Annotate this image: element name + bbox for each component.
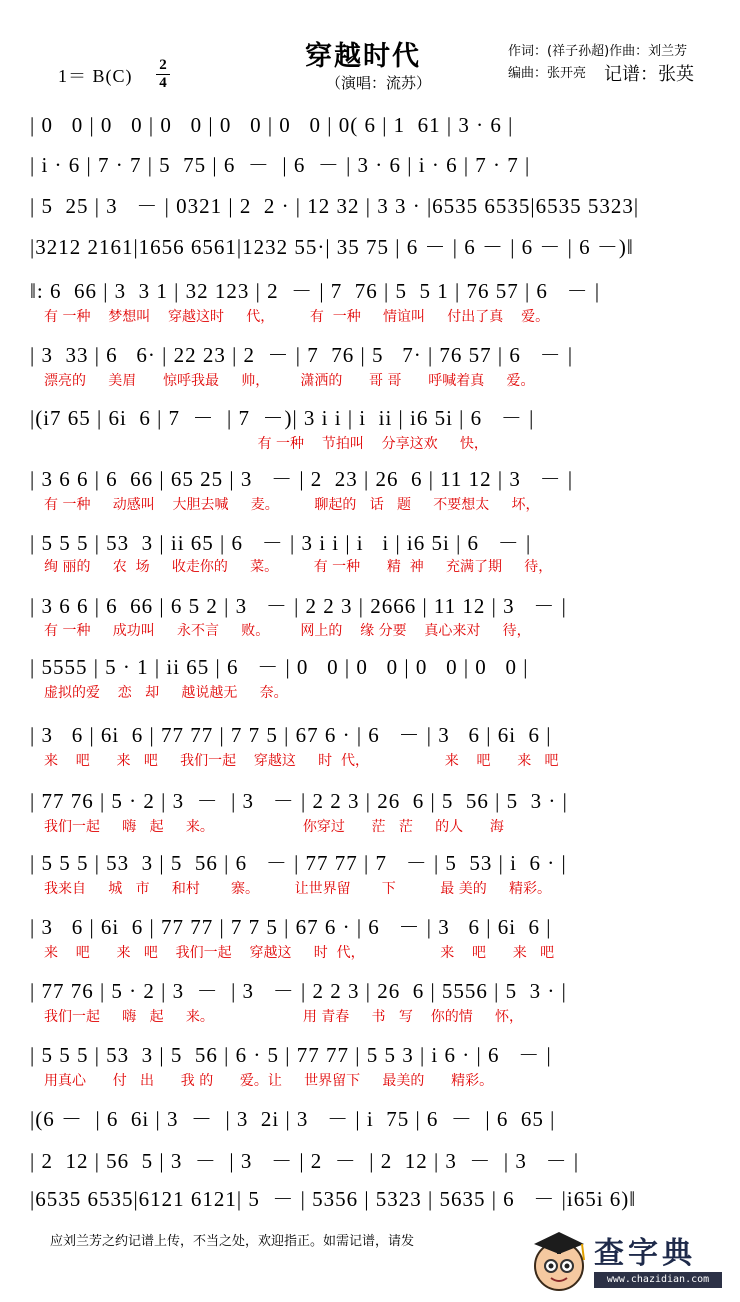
arranger-credit: 编曲：张开亮 bbox=[508, 66, 587, 81]
lyric-line: 我们一起 嗨 起 来。 用 青春 书 写 你的情 怀， bbox=[44, 1009, 523, 1025]
notation-line: | 3 6 6 | 6 66 | 6 5 2 | 3 － | 2 2 3 | 2666 | 11 12 | 3 － | bbox=[30, 594, 567, 618]
lyric-line: 有 一种 动感叫 大胆去喊 麦。 聊起的 话 题 不要想太 坏， bbox=[44, 497, 540, 513]
page-footer bbox=[0, 1222, 740, 1302]
lyric-line: 漂亮的 美眉 惊呼我最 帅， 潇洒的 哥 哥 呼喊着真 爱。 bbox=[44, 373, 535, 389]
site-logo[interactable] bbox=[528, 1222, 728, 1300]
song-title: 穿越时代 bbox=[305, 41, 421, 72]
upload-note: 应刘兰芳之约记谱上传，不当之处，欢迎指正。如需记谱，请发 bbox=[50, 1234, 415, 1249]
notation-line: | 5555 | 5 · 1 | ii 65 | 6 － | 0 0 | 0 0 | 0 0 | 0 0 | bbox=[30, 655, 529, 679]
notation-line: | 3 6 6 | 6 66 | 65 25 | 3 － | 2 23 | 26 6 | 11 12 | 3 － | bbox=[30, 467, 574, 491]
notation-line: | i · 6 | 7 · 7 | 5 75 | 6 － | 6 － | 3 · 6 | i · 6 | 7 · 7 | bbox=[30, 153, 531, 177]
score-body bbox=[0, 100, 740, 1220]
lyric-line: 有 一种 节拍叫 分享这欢 快， bbox=[44, 436, 488, 452]
notation-line: | 3 33 | 6 6· | 22 23 | 2 － | 7 76 | 5 7· | 76 57 | 6 － | bbox=[30, 343, 574, 367]
key-signature: 1＝ B(C) bbox=[58, 66, 133, 86]
lyric-line: 有 一种 成功叫 永不言 败。 网上的 缘 分要 真心来对 待， bbox=[44, 623, 531, 639]
notation-line: | 77 76 | 5 · 2 | 3 － | 3 － | 2 2 3 | 26 6 | 5556 | 5 3 · | bbox=[30, 979, 567, 1003]
notation-line: |6535 6535|6121 6121| 5 － | 5356 | 5323 | 5635 | 6 － |i65i 6)‖ bbox=[30, 1187, 637, 1211]
notation-credit: 记谱：张英 bbox=[604, 64, 694, 85]
lyric-line: 用真心 付 出 我 的 爱。让 世界留下 最美的 精彩。 bbox=[44, 1073, 494, 1089]
notation-line: |(6 － | 6 6i | 3 － | 3 2i | 3 － | i 75 | 6 － | 6 65 | bbox=[30, 1107, 556, 1131]
notation-line: | 2 12 | 56 5 | 3 － | 3 － | 2 － | 2 12 | 3 － | 3 － | bbox=[30, 1149, 580, 1173]
logo-text: 查字典 bbox=[594, 1236, 696, 1271]
notation-line: | 5 5 5 | 53 3 | 5 56 | 6 － | 77 77 | 7 － | 5 53 | i 6 · | bbox=[30, 851, 567, 875]
lyric-line: 绚 丽的 农 场 收走你的 菜。 有 一种 精 神 充满了期 待， bbox=[44, 559, 553, 575]
notation-line: | 5 5 5 | 53 3 | 5 56 | 6 · 5 | 77 77 | 5 5 3 | i 6 · | 6 － | bbox=[30, 1043, 552, 1067]
lyric-line: 来 吧 来 吧 我们一起 穿越这 时 代， 来 吧 来 吧 bbox=[44, 945, 555, 961]
lyric-line: 虚拟的爱 恋 却 越说越无 奈。 bbox=[44, 685, 288, 701]
logo-url[interactable]: www.chazidian.com bbox=[594, 1272, 722, 1288]
notation-line: | 5 5 5 | 53 3 | ii 65 | 6 － | 3 i i | i i | i6 5i | 6 － | bbox=[30, 531, 532, 555]
notation-line: |(i7 65 | 6i 6 | 7 － | 7 －)| 3 i i | i ii | i6 5i | 6 － | bbox=[30, 406, 535, 430]
singer-credit: （演唱：流苏） bbox=[326, 74, 432, 92]
lyric-line: 我来自 城 市 和村 寨。 让世界留 下 最 美的 精彩。 bbox=[44, 881, 551, 897]
lyric-line: 来 吧 来 吧 我们一起 穿越这 时 代， 来 吧 来 吧 bbox=[44, 753, 559, 769]
notation-line: | 5 25 | 3 － | 0321 | 2 2 · | 12 32 | 3 3 · |6535 6535|6535 5323| bbox=[30, 194, 640, 218]
notation-line: | 3 6 | 6i 6 | 77 77 | 7 7 5 | 67 6 · | 6 － | 3 6 | 6i 6 | bbox=[30, 723, 552, 747]
notation-line: | 77 76 | 5 · 2 | 3 － | 3 － | 2 2 3 | 26 6 | 5 56 | 5 3 · | bbox=[30, 789, 568, 813]
lyric-line: 有 一种 梦想叫 穿越这时 代， 有 一种 情谊叫 付出了真 爱。 bbox=[44, 309, 550, 325]
lyricist-composer-credit: 作词：(祥子孙超)作曲：刘兰芳 bbox=[508, 44, 688, 59]
score-header bbox=[0, 0, 740, 100]
notation-line: | 3 6 | 6i 6 | 77 77 | 7 7 5 | 67 6 · | 6 － | 3 6 | 6i 6 | bbox=[30, 915, 552, 939]
notation-line: ‖: 6 66 | 3 3 1 | 32 123 | 2 － | 7 76 | 5 5 1 | 76 57 | 6 － | bbox=[30, 279, 601, 303]
notation-line: | 0 0 | 0 0 | 0 0 | 0 0 | 0 0 | 0( 6 | 1 61 | 3 · 6 | bbox=[30, 113, 514, 137]
time-signature-top: 2 bbox=[159, 57, 167, 73]
time-signature bbox=[156, 58, 170, 91]
notation-line: |3212 2161|1656 6561|1232 55·| 35 75 | 6 － | 6 － | 6 － | 6 －)‖ bbox=[30, 235, 634, 259]
lyric-line: 我们一起 嗨 起 来。 你穿过 茫 茫 的人 海 bbox=[44, 819, 504, 835]
time-signature-bottom: 4 bbox=[159, 75, 167, 91]
mascot-icon bbox=[528, 1226, 590, 1294]
